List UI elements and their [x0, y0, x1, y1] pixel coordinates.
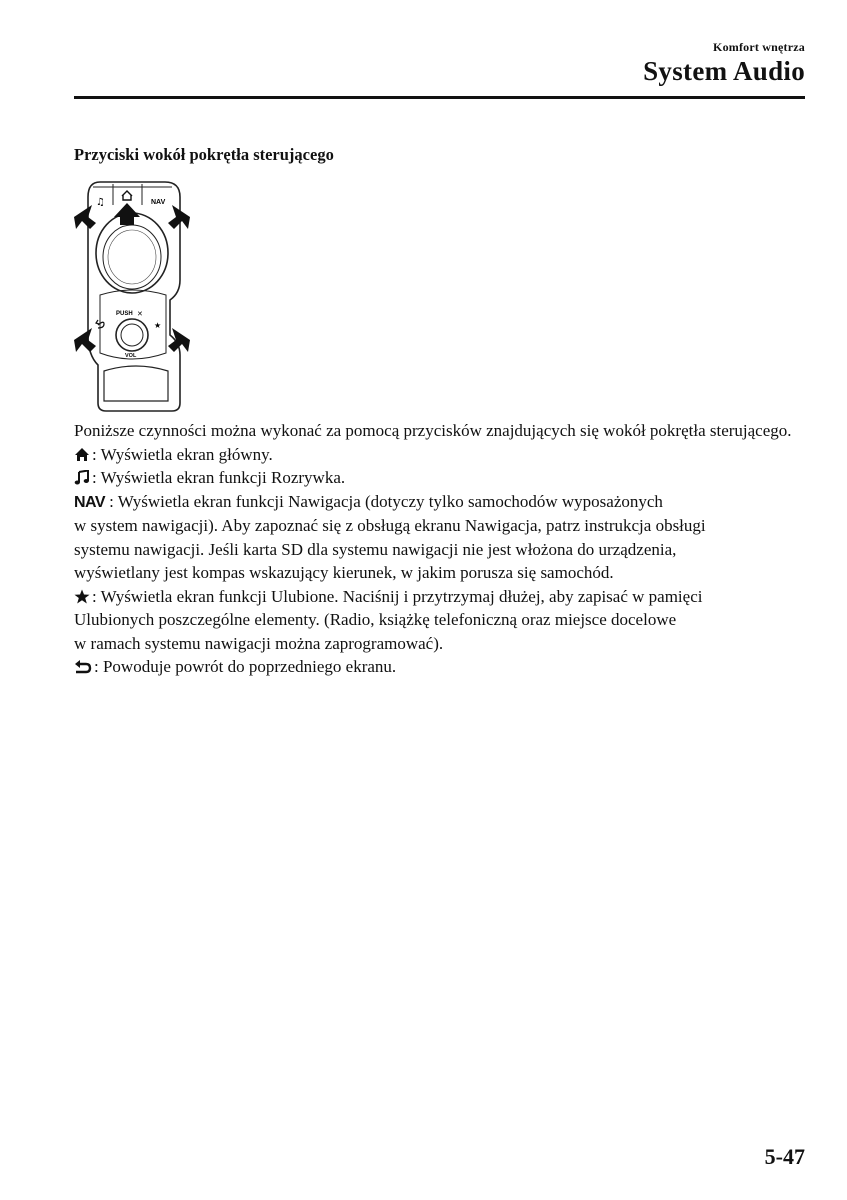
commander-knob-illustration [70, 175, 195, 415]
back-icon [74, 660, 92, 674]
home-icon [74, 447, 90, 462]
back-item-text: : Powoduje powrót do poprzedniego ekranu. [94, 657, 397, 676]
nav-item-line-3: systemu nawigacji. Jeśli karta SD dla systemu nawigacji nie jest włożona do urządzenia, [74, 539, 677, 559]
intro-paragraph: Poniższe czynności można wykonać za pomocą przycisków znajdujących się wokół pokrętła sterującego. [74, 421, 792, 440]
nav-icon: NAV [74, 493, 106, 511]
nav-item-line-4: wyświetlany jest kompas wskazujący kierunek, w jakim porusza się samochód. [74, 563, 614, 582]
home-item-text: : Wyświetla ekran główny. [92, 444, 273, 464]
commander-knob-figure [70, 175, 195, 415]
favorites-item-line-2: Ulubionych poszczególne elementy. (Radio, książkę telefoniczną oraz miejsce docelowe [74, 610, 677, 629]
music-item-text: : Wyświetla ekran funkcji Rozrywka. [92, 468, 346, 487]
favorites-item-line-1 [74, 585, 814, 609]
nav-label: NAV [151, 199, 166, 206]
vol-label: VOL [125, 353, 137, 359]
mute-icon: ✕ [137, 310, 143, 318]
music-item [74, 466, 814, 490]
star-icon: ★ [154, 321, 162, 330]
header-section-label: Komfort wnętrza [713, 40, 805, 54]
home-item [74, 443, 814, 467]
page-number: 5-47 [764, 1144, 805, 1169]
nav-item-line-2: w system nawigacji). Aby zapoznać się z obsługą ekranu Nawigacja, patrz instrukcja obsługi [74, 516, 706, 535]
music-note-icon [74, 470, 90, 485]
nav-item-text-1: : Wyświetla ekran funkcji Nawigacja (dotyczy tylko samochodów wyposażonych [109, 491, 663, 511]
section-heading: Przyciski wokół pokrętła sterującego [74, 145, 334, 164]
page-title: System Audio [643, 56, 805, 86]
back-item [74, 655, 814, 679]
body-text [74, 419, 814, 679]
header-rule [74, 96, 805, 99]
favorites-item-text-1: : Wyświetla ekran funkcji Ulubione. Naciśnij i przytrzymaj dłużej, aby zapisać w pamięci [92, 586, 703, 606]
favorites-item-line-3: w ramach systemu nawigacji można zaprogramować). [74, 633, 444, 653]
nav-item-line-1 [74, 490, 814, 515]
music-note-icon: ♫ [96, 197, 105, 208]
star-icon [74, 589, 90, 604]
push-label: PUSH [116, 311, 133, 317]
